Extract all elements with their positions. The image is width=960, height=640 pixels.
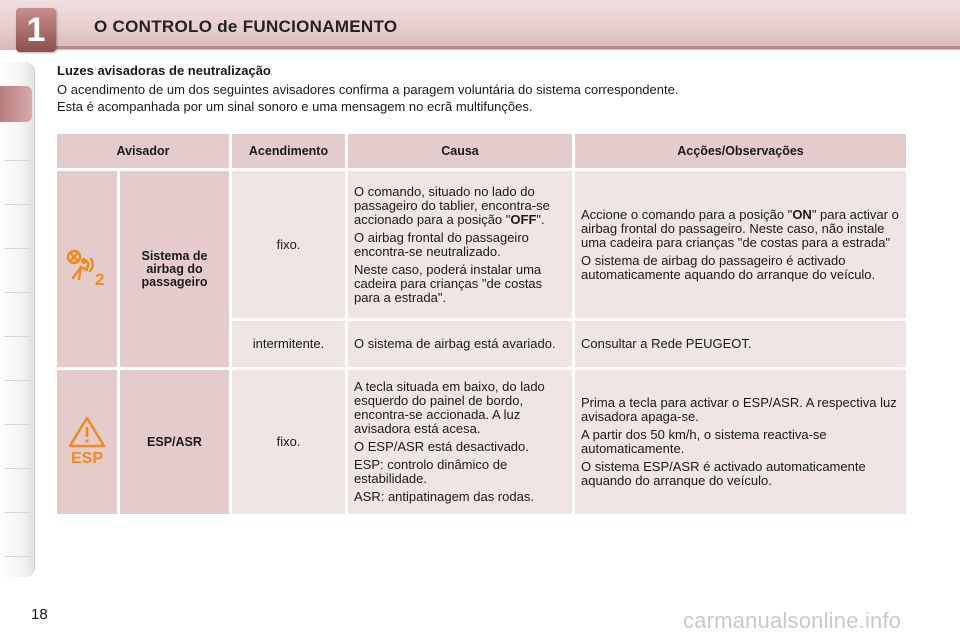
chapter-tab-1[interactable] bbox=[0, 86, 32, 122]
page-number: 18 bbox=[31, 606, 48, 623]
svg-text:ESP: ESP bbox=[70, 449, 104, 466]
causa-airbag-fixo: O comando, situado no lado do passageiro do tablier, encontra-se accionado para a posição "OFF". O airbag frontal do passageiro encontra-se neutralizado. Neste caso, poderá instalar uma cadeira para crianças "de costas para a estrada". bbox=[348, 171, 572, 318]
section-heading: Luzes avisadoras de neutralização bbox=[57, 63, 271, 78]
header-avisador: Avisador bbox=[57, 134, 229, 168]
intro-line-2: Esta é acompanhada por um sinal sonoro e uma mensagem no ecrã multifunções. bbox=[57, 99, 533, 114]
header-divider bbox=[52, 46, 960, 49]
table-row bbox=[57, 370, 906, 514]
warning-lights-table bbox=[57, 131, 903, 517]
chapter-tab-7[interactable] bbox=[4, 350, 30, 381]
acendimento-airbag-intermitente: intermitente. bbox=[232, 321, 345, 367]
airbag-icon-cell bbox=[57, 171, 117, 367]
header-accoes: Acções/Observações bbox=[575, 134, 906, 168]
chapter-tab-4[interactable] bbox=[4, 218, 30, 249]
header-acendimento: Acendimento bbox=[232, 134, 345, 168]
airbag-passenger-off-icon bbox=[65, 248, 109, 288]
esp-warning-icon bbox=[67, 416, 107, 466]
chapter-tab-6[interactable] bbox=[4, 306, 30, 337]
chapter-badge[interactable]: 1 bbox=[16, 8, 56, 52]
chapter-tab-2[interactable] bbox=[4, 130, 30, 161]
accao-airbag-fixo: Accione o comando para a posição "ON" para activar o airbag frontal do passageiro. Neste caso, não instale uma cadeira para crianças "de costas para a estrada" O sistema de airbag do passageiro é activado automaticamente aquando do arranque do veículo. bbox=[575, 171, 906, 318]
acendimento-esp: fixo. bbox=[232, 370, 345, 514]
acendimento-airbag-fixo: fixo. bbox=[232, 171, 345, 318]
chapter-tabs bbox=[0, 62, 35, 577]
causa-esp: A tecla situada em baixo, do lado esquerdo do painel de bordo, encontra-se accionada. A luz avisadora está acesa. O ESP/ASR está desactivado. ESP: controlo dinâmico de estabilidade. ASR: antipatinagem das rodas. bbox=[348, 370, 572, 514]
page-title: O CONTROLO de FUNCIONAMENTO bbox=[94, 17, 398, 36]
causa-airbag-intermitente: O sistema de airbag está avariado. bbox=[348, 321, 572, 367]
chapter-tab-5[interactable] bbox=[4, 262, 30, 293]
chapter-tab-8[interactable] bbox=[4, 394, 30, 425]
intro-section bbox=[57, 62, 917, 115]
chapter-tab-10[interactable] bbox=[4, 482, 30, 513]
header-causa: Causa bbox=[348, 134, 572, 168]
chapter-tab-9[interactable] bbox=[4, 438, 30, 469]
system-airbag: Sistema de airbag do passageiro bbox=[120, 171, 229, 367]
accao-airbag-intermitente: Consultar a Rede PEUGEOT. bbox=[575, 321, 906, 367]
accao-esp: Prima a tecla para activar o ESP/ASR. A respectiva luz avisadora apaga-se. A partir dos 50 km/h, o sistema reactiva-se automaticamente. O sistema ESP/ASR é activado automaticamente aquando do arranque do veículo. bbox=[575, 370, 906, 514]
esp-icon-cell bbox=[57, 370, 117, 514]
table-row bbox=[57, 171, 906, 318]
system-esp: ESP/ASR bbox=[120, 370, 229, 514]
intro-line-1: O acendimento de um dos seguintes avisadores confirma a paragem voluntária do sistema correspondente. bbox=[57, 82, 679, 97]
chapter-tab-3[interactable] bbox=[4, 174, 30, 205]
svg-text:2: 2 bbox=[95, 269, 105, 288]
watermark: carmanualsonline.info bbox=[683, 608, 902, 633]
chapter-tab-11[interactable] bbox=[4, 526, 30, 557]
